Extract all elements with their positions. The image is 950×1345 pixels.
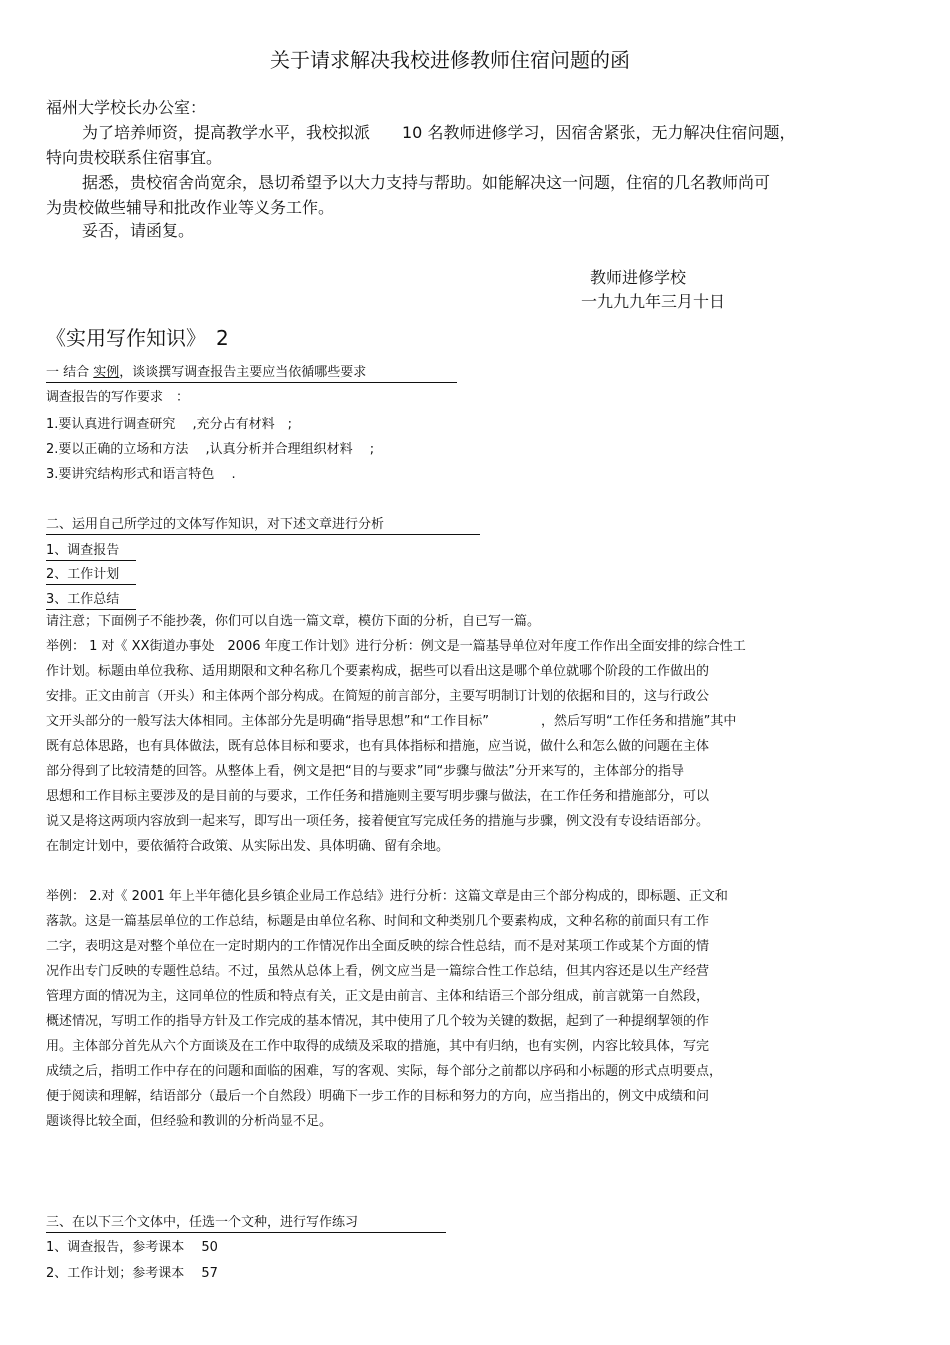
example-2-line: 二字，表明这是对整个单位在一定时期内的工作情况作出全面反映的综合性总结，而不是对某项工作或某个方面的情 — [46, 939, 710, 954]
section-title: 《实用写作知识》 2 — [46, 326, 229, 350]
q3-item-1: 1、调查报告，参考课本 50 — [46, 1240, 218, 1255]
q1-heading-part-a: 一 结合 — [46, 365, 94, 380]
q2-heading: 二、运用自己所学过的文体写作知识，对下述文章进行分析 — [46, 516, 480, 535]
q2-item-1: 1、调查报告 — [46, 542, 136, 561]
letter-recipient: 福州大学校长办公室： — [46, 98, 207, 117]
example-2-line: 成绩之后，指明工作中存在的问题和面临的困难，写的客观、实际，每个部分之前都以序码和小标题的形式点明要点， — [46, 1064, 723, 1079]
q1-heading-part-b: 实例 — [93, 365, 120, 380]
example-2-line: 管理方面的情况为主，这同单位的性质和特点有关，正文是由前言、主体和结语三个部分组成，前言就第一自然段， — [46, 989, 710, 1004]
q1-heading-part-c: ，谈谈撰写调查报告主要应当依循哪些要求 — [119, 365, 367, 380]
q2-note: 请注意；下面例子不能抄袭，你们可以自选一篇文章，模仿下面的分析，自已写一篇。 — [46, 614, 541, 629]
example-1-line: 安排。正文由前言（开头）和主体两个部分构成。在简短的前言部分，主要写明制订计划的依据和目的，这与行政公 — [46, 689, 710, 704]
letter-closing: 妥否，请函复。 — [82, 221, 195, 240]
letter-title: 关于请求解决我校进修教师住宿问题的函 — [270, 48, 630, 72]
example-2-line: 用。主体部分首先从六个方面谈及在工作中取得的成绩及采取的措施，其中有归纳，也有实例，内容比较具体，写完 — [46, 1039, 710, 1054]
q3-item-2: 2、工作计划；参考课本 57 — [46, 1266, 218, 1281]
example-1-line: 部分得到了比较清楚的回答。从整体上看，例文是把“目的与要求”同“步骤与做法”分开来写的，主体部分的指导 — [46, 764, 684, 779]
example-2-line: 举例： 2.对《 2001 年上半年德化县乡镇企业局工作总结》进行分析：这篇文章是由三个部分构成的，即标题、正文和 — [46, 889, 728, 904]
q3-heading: 三、在以下三个文体中，任选一个文种，进行写作练习 — [46, 1214, 446, 1233]
q1-intro: 调查报告的写作要求 ： — [46, 390, 190, 405]
letter-p2-line2: 为贵校做些辅导和批改作业等义务工作。 — [46, 198, 335, 217]
letter-paragraph-1 — [46, 120, 795, 145]
letter-sender: 教师进修学校 — [590, 268, 687, 287]
q2-item-2: 2、工作计划 — [46, 566, 136, 585]
letter-p1-line2: 特向贵校联系住宿事宜。 — [46, 148, 223, 167]
q1-item-3: 3.要讲究结构形式和语言特色 . — [46, 467, 236, 482]
example-1-line: 举例： 1 对《 XX街道办事处 2006 年度工作计划》进行分析：例文是一篇基导单位对年度工作作出全面安排的综合性工 — [46, 639, 746, 654]
example-2-line: 落款。这是一篇基层单位的工作总结，标题是由单位名称、时间和文种类别几个要素构成，文种名称的前面只有工作 — [46, 914, 710, 929]
letter-p1-line1: 为了培养师资，提高教学水平，我校拟派 10 名教师进修学习，因宿舍紧张，无力解决住宿问题， — [82, 123, 796, 142]
example-1-line: 在制定计划中，要依循符合政策、从实际出发、具体明确、留有余地。 — [46, 839, 450, 854]
example-1-line: 既有总体思路，也有具体做法，既有总体目标和要求，也有具体指标和措施，应当说，做什么和怎么做的问题在主体 — [46, 739, 710, 754]
q1-item-1: 1.要认真进行调查研究 ,充分占有材料 ; — [46, 417, 293, 432]
example-1-line: 文开头部分的一般写法大体相同。主体部分先是明确“指导思想”和“工作目标” ，然后写明“工作任务和措施”其中 — [46, 714, 737, 729]
letter-date: 一九九九年三月十日 — [581, 292, 726, 311]
example-2-line: 便于阅读和理解，结语部分（最后一个自然段）明确下一步工作的目标和努力的方向，应当指出的，例文中成绩和问 — [46, 1089, 710, 1104]
example-1-line: 思想和工作目标主要涉及的是目前的与要求，工作任务和措施则主要写明步骤与做法，在工作任务和措施部分，可以 — [46, 789, 710, 804]
example-2-line: 题谈得比较全面，但经验和教训的分析尚显不足。 — [46, 1114, 333, 1129]
example-2-line: 概述情况，写明工作的指导方针及工作完成的基本情况，其中使用了几个较为关键的数据，起到了一种提纲挈领的作 — [46, 1014, 710, 1029]
q2-item-3: 3、工作总结 — [46, 591, 136, 610]
q1-heading — [46, 364, 457, 383]
example-1-line: 作计划。标题由单位我称、适用期限和文种名称几个要素构成，据些可以看出这是哪个单位就哪个阶段的工作做出的 — [46, 664, 710, 679]
example-1-line: 说又是将这两项内容放到一起来写，即写出一项任务，接着便宜写完成任务的措施与步骤，例文没有专设结语部分。 — [46, 814, 710, 829]
q1-item-2: 2.要以正确的立场和方法 ,认真分析并合理组织材料 ; — [46, 442, 375, 457]
letter-p2-line1: 据悉，贵校宿舍尚宽余，恳切希望予以大力支持与帮助。如能解决这一问题，住宿的几名教师尚可 — [82, 173, 771, 192]
example-2-line: 况作出专门反映的专题性总结。不过，虽然从总体上看，例文应当是一篇综合性工作总结，但其内容还是以生产经营 — [46, 964, 710, 979]
letter-paragraph-2 — [46, 170, 770, 195]
